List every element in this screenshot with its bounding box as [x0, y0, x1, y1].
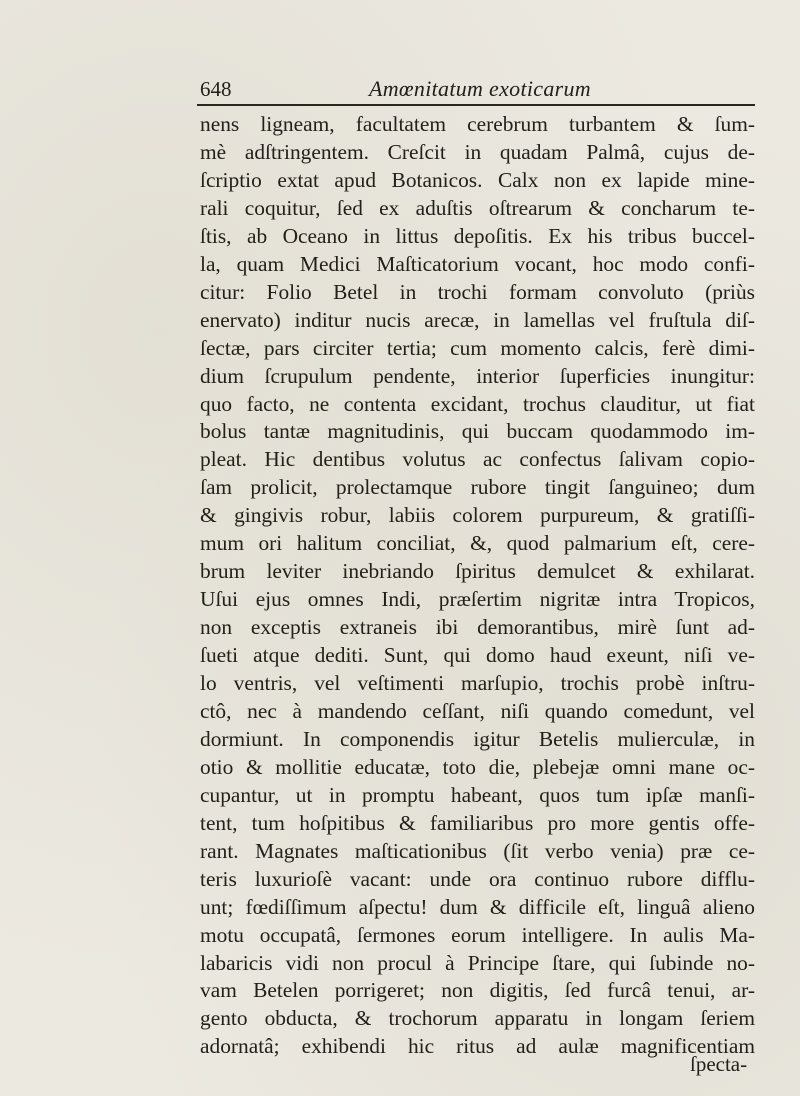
text-line: brum leviter inebriando ſpiritus demulcet & exhilarat.	[200, 559, 755, 584]
text-line: non exceptis extraneis ibi demorantibus, mirè ſunt ad-	[200, 615, 755, 640]
text-line: motu occupatâ, ſermones eorum intelligere. In aulis Ma-	[200, 922, 755, 947]
text-line: rant. Magnates maſticationibus (ſit verbo venia) præ ce-	[200, 838, 755, 863]
text-line: ſam prolicit, prolectamque rubore tingit ſanguineo; dum	[200, 475, 755, 500]
text-line: ſueti atque dediti. Sunt, qui domo haud exeunt, niſi ve-	[200, 643, 755, 668]
text-line: pleat. Hic dentibus volutus ac confectus ſalivam copio-	[200, 447, 755, 472]
text-line: lo ventris, vel veſtimenti marſupio, trochis probè inſtru-	[200, 671, 755, 695]
text-line: ſtis, ab Oceano in littus depoſitis. Ex his tribus buccel-	[200, 223, 755, 248]
text-line: vam Betelen porrigeret; non digitis, ſed furcâ tenui, ar-	[200, 978, 755, 1003]
text-line: quo facto, ne contenta excidant, trochus clauditur, ut fiat	[200, 391, 755, 416]
text-line: unt; fœdiſſimum aſpectu! dum & difficile eſt, linguâ alieno	[200, 894, 755, 919]
page-number: 648	[200, 77, 232, 101]
text-line: dormiunt. In componendis igitur Betelis mulierculæ, in	[200, 726, 755, 751]
page-header	[197, 74, 755, 106]
text-line: mè adſtringentem. Creſcit in quadam Palmâ, cujus de-	[200, 139, 755, 164]
text-line: teris luxurioſè vacant: unde ora continuo rubore difflu-	[200, 866, 755, 891]
text-line: & gingivis robur, labiis colorem purpureum, & gratiſſi-	[200, 503, 755, 528]
text-line: labaricis vidi non procul à Principe ſtare, qui ſubinde no-	[200, 950, 755, 975]
text-line: dium ſcrupulum pendente, interior ſuperficies inungitur:	[200, 363, 755, 388]
text-line: adornatâ; exhibendi hic ritus ad aulæ magnificentiam	[200, 1034, 755, 1059]
text-line: tent, tum hoſpitibus & familiaribus pro more gentis offe-	[200, 810, 755, 835]
text-line: gento obducta, & trochorum apparatu in longam ſeriem	[200, 1006, 755, 1031]
text-line: rali coquitur, ſed ex aduſtis oſtrearum & concharum te-	[200, 195, 755, 220]
text-line: citur: Folio Betel in trochi formam convoluto (priùs	[200, 279, 755, 304]
text-line: mum ori halitum conciliat, &, quod palmarium eſt, cere-	[200, 531, 755, 556]
text-line: nens ligneam, facultatem cerebrum turbantem & ſum-	[200, 112, 755, 136]
text-line: bolus tantæ magnitudinis, qui buccam quodammodo im-	[200, 419, 755, 444]
text-line: Uſui ejus omnes Indi, præſertim nigritæ intra Tropicos,	[200, 587, 755, 612]
text-line: enervato) inditur nucis arecæ, in lamellas vel fruſtula diſ-	[200, 307, 755, 332]
text-line: cupantur, ut in promptu habeant, quos tum ipſæ manſi-	[200, 782, 755, 807]
text-line: ſectæ, pars circiter tertia; cum momento calcis, ferè dimi-	[200, 335, 755, 360]
text-line: ſcriptio extat apud Botanicos. Calx non ex lapide mine-	[200, 167, 755, 192]
text-line: ctô, nec à mandendo ceſſant, niſi quando comedunt, vel	[200, 698, 755, 723]
text-line: la, quam Medici Maſticatorium vocant, hoc modo confi-	[200, 251, 755, 276]
catchword: ſpecta-	[690, 1052, 748, 1076]
text-line: otio & mollitie educatæ, toto die, plebejæ omni mane oc-	[200, 754, 755, 779]
running-title: Amœnitatum exoticarum	[369, 76, 591, 101]
